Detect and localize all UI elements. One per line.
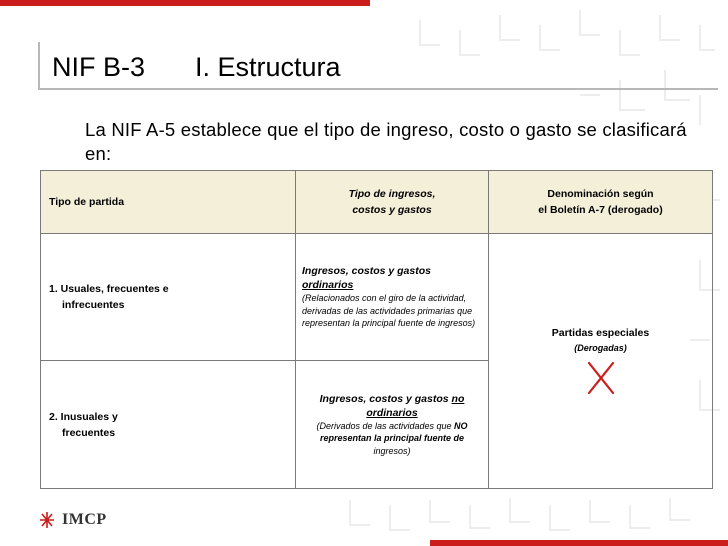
header-cell-denomination (489, 171, 713, 234)
top-accent-bar (0, 0, 370, 6)
row2-note-pre: (Derivados de las actividades que (316, 420, 455, 431)
row2-title-underlined: no ordinarios (366, 392, 465, 419)
header-denomination-line2: el Boletín A-7 (derogado) (538, 204, 663, 216)
special-items-subtitle: (Derogadas) (574, 343, 627, 353)
row1-desc-cell (296, 234, 489, 361)
row1-label (41, 281, 295, 313)
header-type-label: Tipo de partida (49, 196, 125, 208)
special-items-title: Partidas especiales (551, 327, 650, 339)
header-category-line1: Tipo de ingresos, (348, 188, 436, 200)
row2-desc-note (302, 420, 482, 458)
bottom-accent-bar (430, 540, 728, 546)
row1-label-cell (41, 234, 296, 361)
row1-description (296, 260, 488, 334)
table-row (41, 234, 713, 361)
row1-label-line2: infrecuentes (62, 299, 125, 311)
imcp-emblem-icon (38, 510, 56, 530)
row1-label-line1: 1. Usuales, frecuentes e (49, 283, 169, 295)
imcp-logo (38, 510, 107, 530)
row2-label-line1: 2. Inusuales y (49, 410, 118, 423)
table-header-row (41, 171, 713, 234)
row1-title-text: Ingresos, costos y gastos (302, 265, 431, 278)
page-code: NIF B-3 (52, 52, 146, 82)
row1-title-underlined: ordinarios (302, 279, 354, 292)
page-section-title: I. Estructura (195, 52, 341, 82)
row2-desc-title (302, 392, 482, 420)
intro-paragraph: La NIF A-5 establece que el tipo de ingreso, costo o gasto se clasificará en: (85, 119, 687, 164)
x-mark-icon (586, 361, 616, 395)
header-category-line2: costos y gastos (352, 204, 432, 216)
row2-description (296, 388, 488, 462)
row1-desc-note: (Relacionados con el giro de la actividad, derivadas de las actividades primarias que representan la principal fuente de ingresos) (302, 293, 476, 329)
row2-desc-cell (296, 361, 489, 489)
row2-note-post: ingresos) (373, 445, 411, 456)
header-denomination-line1: Denominación según (547, 188, 654, 200)
row2-label-cell (41, 361, 296, 489)
row2-label-line2: frecuentes (62, 426, 116, 439)
header-cell-category (296, 171, 489, 234)
classification-table (40, 170, 713, 489)
header-cell-type (41, 171, 296, 234)
row2-title-text: Ingresos, costos y gastos (319, 392, 452, 405)
merged-denomination-cell (489, 234, 713, 489)
logo-text: IMCP (62, 511, 107, 528)
row2-note-bold: NO representan la principal fuente de (319, 420, 468, 444)
row2-label (41, 409, 295, 441)
row1-desc-title (302, 264, 482, 292)
